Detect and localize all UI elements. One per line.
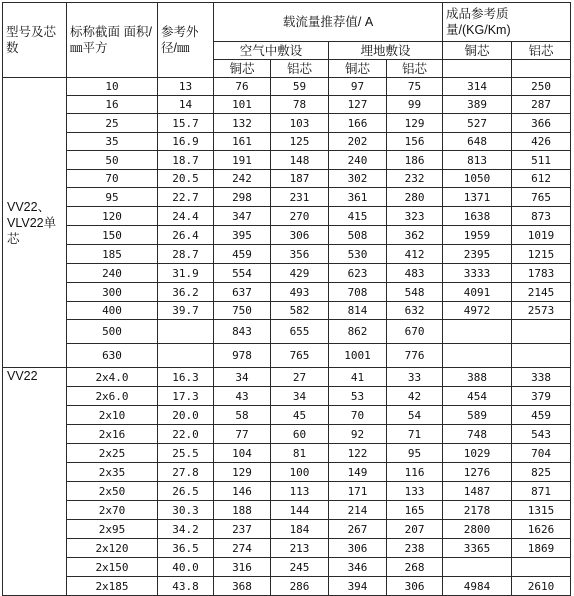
cell-weight-aluminum: 1315	[512, 501, 571, 520]
cell-air-copper: 274	[214, 539, 271, 558]
cell-air-copper: 58	[214, 406, 271, 425]
header-ground-aluminum: 铝芯	[387, 60, 443, 78]
table-row	[3, 344, 571, 368]
cell-ground-aluminum: 207	[387, 520, 443, 539]
header-weight-aluminum: 铝芯	[512, 42, 571, 60]
cell-section: 240	[67, 264, 158, 283]
cell-weight-aluminum: 704	[512, 444, 571, 463]
cell-ground-copper: 508	[329, 226, 387, 245]
cell-weight-aluminum: 2610	[512, 577, 571, 596]
cell-air-copper: 242	[214, 170, 271, 188]
cell-diameter: 14	[158, 96, 214, 114]
header-model: 型号及芯数	[3, 3, 67, 78]
table-row	[3, 482, 571, 501]
cell-air-aluminum: 184	[271, 520, 329, 539]
cell-weight-copper: 1638	[443, 207, 512, 226]
cell-diameter: 25.5	[158, 444, 214, 463]
cell-ground-aluminum: 776	[387, 344, 443, 368]
table-row	[3, 444, 571, 463]
cell-ground-copper: 122	[329, 444, 387, 463]
cell-weight-copper	[443, 320, 512, 344]
cell-ground-aluminum: 306	[387, 577, 443, 596]
cell-diameter: 31.9	[158, 264, 214, 283]
cell-diameter: 13	[158, 78, 214, 96]
cell-air-copper: 637	[214, 283, 271, 302]
table-row	[3, 425, 571, 444]
table-row	[3, 283, 571, 302]
cell-ground-aluminum: 362	[387, 226, 443, 245]
cell-air-aluminum: 231	[271, 188, 329, 207]
table-row	[3, 501, 571, 520]
header-ampacity: 载流量推荐值/ A	[214, 3, 443, 42]
cell-diameter: 16.3	[158, 368, 214, 387]
cell-air-copper: 188	[214, 501, 271, 520]
cell-weight-copper	[443, 344, 512, 368]
cell-weight-copper: 813	[443, 151, 512, 170]
cell-air-aluminum: 270	[271, 207, 329, 226]
cell-weight-copper: 748	[443, 425, 512, 444]
cell-air-aluminum: 356	[271, 245, 329, 264]
cell-weight-copper: 454	[443, 387, 512, 406]
cell-ground-copper: 214	[329, 501, 387, 520]
cell-diameter: 28.7	[158, 245, 214, 264]
cell-ground-copper: 708	[329, 283, 387, 302]
cell-weight-aluminum: 2145	[512, 283, 571, 302]
header-spacer-1	[443, 60, 512, 78]
cell-air-aluminum: 125	[271, 133, 329, 151]
cell-diameter: 39.7	[158, 302, 214, 320]
cell-section: 2x25	[67, 444, 158, 463]
cell-ground-aluminum: 42	[387, 387, 443, 406]
cell-air-aluminum: 286	[271, 577, 329, 596]
header-ground-copper: 铜芯	[329, 60, 387, 78]
cell-weight-copper: 1276	[443, 463, 512, 482]
cell-ground-aluminum: 632	[387, 302, 443, 320]
table-row	[3, 207, 571, 226]
cell-air-copper: 34	[214, 368, 271, 387]
cell-ground-copper: 171	[329, 482, 387, 501]
cell-ground-copper: 41	[329, 368, 387, 387]
cell-air-aluminum: 493	[271, 283, 329, 302]
cell-diameter: 26.4	[158, 226, 214, 245]
cell-ground-copper: 267	[329, 520, 387, 539]
cell-air-aluminum: 429	[271, 264, 329, 283]
cell-weight-aluminum: 511	[512, 151, 571, 170]
cell-ground-copper: 127	[329, 96, 387, 114]
table-row	[3, 406, 571, 425]
cell-diameter: 40.0	[158, 558, 214, 577]
table-row	[3, 114, 571, 133]
header-ground: 埋地敷设	[329, 42, 443, 60]
cell-ground-aluminum: 268	[387, 558, 443, 577]
cell-weight-aluminum	[512, 320, 571, 344]
cell-ground-copper: 53	[329, 387, 387, 406]
table-row	[3, 78, 571, 96]
cell-diameter: 17.3	[158, 387, 214, 406]
cell-diameter: 16.9	[158, 133, 214, 151]
table-row	[3, 151, 571, 170]
cell-air-aluminum: 113	[271, 482, 329, 501]
table-row	[3, 520, 571, 539]
cell-ground-aluminum: 129	[387, 114, 443, 133]
cell-ground-copper: 149	[329, 463, 387, 482]
table-row	[3, 539, 571, 558]
cell-section: 2x16	[67, 425, 158, 444]
cell-air-aluminum: 45	[271, 406, 329, 425]
cell-ground-copper: 346	[329, 558, 387, 577]
cell-ground-aluminum: 186	[387, 151, 443, 170]
cell-ground-copper: 814	[329, 302, 387, 320]
cell-section: 10	[67, 78, 158, 96]
cell-ground-aluminum: 54	[387, 406, 443, 425]
cell-ground-copper: 70	[329, 406, 387, 425]
header-air-copper: 铜芯	[214, 60, 271, 78]
cell-ground-aluminum: 99	[387, 96, 443, 114]
cell-section: 500	[67, 320, 158, 344]
table-row	[3, 387, 571, 406]
cell-weight-aluminum: 1626	[512, 520, 571, 539]
cell-air-copper: 298	[214, 188, 271, 207]
cell-diameter: 30.3	[158, 501, 214, 520]
header-diameter: 参考外径/㎜	[158, 3, 214, 78]
cell-section: 185	[67, 245, 158, 264]
cell-model: VV22	[3, 368, 67, 596]
cell-diameter: 15.7	[158, 114, 214, 133]
cell-weight-aluminum	[512, 344, 571, 368]
cell-ground-aluminum: 116	[387, 463, 443, 482]
cell-air-copper: 129	[214, 463, 271, 482]
cell-ground-aluminum: 412	[387, 245, 443, 264]
table-row	[3, 577, 571, 596]
cell-air-copper: 750	[214, 302, 271, 320]
cell-weight-copper: 389	[443, 96, 512, 114]
cell-air-aluminum: 78	[271, 96, 329, 114]
cell-ground-aluminum: 548	[387, 283, 443, 302]
cell-ground-copper: 97	[329, 78, 387, 96]
cell-air-copper: 347	[214, 207, 271, 226]
cell-air-copper: 459	[214, 245, 271, 264]
cell-air-aluminum: 100	[271, 463, 329, 482]
cell-air-aluminum: 60	[271, 425, 329, 444]
table-row	[3, 96, 571, 114]
cell-air-aluminum: 148	[271, 151, 329, 170]
cell-weight-aluminum: 366	[512, 114, 571, 133]
cell-air-copper: 316	[214, 558, 271, 577]
cell-air-copper: 191	[214, 151, 271, 170]
cell-section: 2x35	[67, 463, 158, 482]
cell-ground-copper: 394	[329, 577, 387, 596]
cell-air-aluminum: 213	[271, 539, 329, 558]
cell-air-aluminum: 59	[271, 78, 329, 96]
cell-weight-copper: 388	[443, 368, 512, 387]
cell-weight-aluminum: 1783	[512, 264, 571, 283]
cell-ground-aluminum: 483	[387, 264, 443, 283]
cell-diameter: 22.0	[158, 425, 214, 444]
cell-air-aluminum: 582	[271, 302, 329, 320]
cell-diameter: 43.8	[158, 577, 214, 596]
cell-section: 16	[67, 96, 158, 114]
cell-weight-copper: 1487	[443, 482, 512, 501]
cell-weight-aluminum: 1869	[512, 539, 571, 558]
cell-diameter: 27.8	[158, 463, 214, 482]
table-row	[3, 226, 571, 245]
cell-air-aluminum: 655	[271, 320, 329, 344]
cell-weight-copper: 2800	[443, 520, 512, 539]
cell-weight-aluminum: 765	[512, 188, 571, 207]
table-body	[3, 78, 571, 596]
cell-weight-copper	[443, 558, 512, 577]
cell-air-copper: 368	[214, 577, 271, 596]
cell-section: 35	[67, 133, 158, 151]
table-header	[3, 3, 571, 78]
cell-air-copper: 76	[214, 78, 271, 96]
cell-diameter	[158, 320, 214, 344]
cell-air-aluminum: 306	[271, 226, 329, 245]
cell-air-copper: 43	[214, 387, 271, 406]
cell-section: 95	[67, 188, 158, 207]
cell-weight-copper: 1371	[443, 188, 512, 207]
cell-section: 630	[67, 344, 158, 368]
cell-weight-aluminum: 426	[512, 133, 571, 151]
cell-weight-aluminum: 379	[512, 387, 571, 406]
cell-air-aluminum: 144	[271, 501, 329, 520]
cell-diameter: 18.7	[158, 151, 214, 170]
table-row	[3, 170, 571, 188]
cell-weight-copper: 589	[443, 406, 512, 425]
cell-weight-aluminum: 1019	[512, 226, 571, 245]
cell-weight-aluminum: 543	[512, 425, 571, 444]
cell-weight-copper: 2178	[443, 501, 512, 520]
cell-ground-aluminum: 232	[387, 170, 443, 188]
cell-ground-aluminum: 71	[387, 425, 443, 444]
cell-weight-copper: 3365	[443, 539, 512, 558]
cell-weight-copper: 4091	[443, 283, 512, 302]
cell-weight-aluminum: 459	[512, 406, 571, 425]
cell-ground-aluminum: 75	[387, 78, 443, 96]
cell-ground-aluminum: 238	[387, 539, 443, 558]
cell-air-copper: 101	[214, 96, 271, 114]
cell-diameter: 24.4	[158, 207, 214, 226]
cell-air-copper: 843	[214, 320, 271, 344]
cell-air-copper: 554	[214, 264, 271, 283]
cell-air-copper: 161	[214, 133, 271, 151]
cell-ground-aluminum: 670	[387, 320, 443, 344]
table-row	[3, 188, 571, 207]
cell-ground-copper: 166	[329, 114, 387, 133]
cell-section: 2x185	[67, 577, 158, 596]
cell-diameter: 34.2	[158, 520, 214, 539]
cell-ground-aluminum: 95	[387, 444, 443, 463]
cell-section: 2x4.0	[67, 368, 158, 387]
cell-ground-copper: 92	[329, 425, 387, 444]
header-air: 空气中敷设	[214, 42, 329, 60]
cell-air-copper: 132	[214, 114, 271, 133]
cell-section: 300	[67, 283, 158, 302]
cell-section: 150	[67, 226, 158, 245]
cell-air-copper: 104	[214, 444, 271, 463]
cell-ground-copper: 240	[329, 151, 387, 170]
cell-section: 2x6.0	[67, 387, 158, 406]
cell-diameter: 26.5	[158, 482, 214, 501]
cell-model: VV22、VLV22单芯	[3, 78, 67, 368]
cell-ground-aluminum: 323	[387, 207, 443, 226]
header-spacer-2	[512, 60, 571, 78]
cell-section: 25	[67, 114, 158, 133]
cell-section: 2x95	[67, 520, 158, 539]
cell-ground-copper: 530	[329, 245, 387, 264]
cell-ground-copper: 361	[329, 188, 387, 207]
cell-ground-aluminum: 156	[387, 133, 443, 151]
cell-air-aluminum: 34	[271, 387, 329, 406]
cell-section: 120	[67, 207, 158, 226]
cell-ground-copper: 1001	[329, 344, 387, 368]
header-weight-copper: 铜芯	[443, 42, 512, 60]
cell-section: 2x50	[67, 482, 158, 501]
cell-ground-copper: 302	[329, 170, 387, 188]
cell-ground-copper: 202	[329, 133, 387, 151]
cell-air-copper: 77	[214, 425, 271, 444]
cell-ground-aluminum: 133	[387, 482, 443, 501]
cell-weight-copper: 1050	[443, 170, 512, 188]
cell-air-copper: 237	[214, 520, 271, 539]
cell-air-copper: 978	[214, 344, 271, 368]
cell-weight-aluminum: 2573	[512, 302, 571, 320]
table-row	[3, 264, 571, 283]
cell-weight-aluminum: 871	[512, 482, 571, 501]
cell-diameter: 36.2	[158, 283, 214, 302]
cell-ground-copper: 415	[329, 207, 387, 226]
cell-weight-copper: 1029	[443, 444, 512, 463]
cell-air-aluminum: 187	[271, 170, 329, 188]
cell-diameter: 22.7	[158, 188, 214, 207]
cell-section: 50	[67, 151, 158, 170]
cell-weight-aluminum: 612	[512, 170, 571, 188]
cell-air-copper: 395	[214, 226, 271, 245]
cell-air-aluminum: 765	[271, 344, 329, 368]
cell-weight-aluminum: 287	[512, 96, 571, 114]
table-row	[3, 133, 571, 151]
cell-section: 2x10	[67, 406, 158, 425]
table-row	[3, 245, 571, 264]
table-row	[3, 463, 571, 482]
cell-section: 2x70	[67, 501, 158, 520]
cell-diameter: 36.5	[158, 539, 214, 558]
cell-weight-copper: 2395	[443, 245, 512, 264]
cell-section: 2x150	[67, 558, 158, 577]
cell-diameter: 20.5	[158, 170, 214, 188]
cell-ground-aluminum: 165	[387, 501, 443, 520]
table-row	[3, 320, 571, 344]
cell-weight-aluminum: 250	[512, 78, 571, 96]
cell-weight-copper: 4972	[443, 302, 512, 320]
cell-weight-aluminum: 873	[512, 207, 571, 226]
cable-spec-table-wrapper	[2, 2, 571, 596]
cell-weight-aluminum: 825	[512, 463, 571, 482]
cell-weight-copper: 648	[443, 133, 512, 151]
header-weight: 成品参考质量/(KG/Km)	[443, 3, 571, 42]
cell-weight-copper: 314	[443, 78, 512, 96]
cell-weight-aluminum: 1215	[512, 245, 571, 264]
table-row	[3, 368, 571, 387]
header-air-aluminum: 铝芯	[271, 60, 329, 78]
cell-ground-copper: 862	[329, 320, 387, 344]
cell-air-aluminum: 27	[271, 368, 329, 387]
cell-weight-copper: 527	[443, 114, 512, 133]
cell-ground-copper: 623	[329, 264, 387, 283]
cell-weight-aluminum: 338	[512, 368, 571, 387]
cell-air-aluminum: 245	[271, 558, 329, 577]
cell-air-aluminum: 81	[271, 444, 329, 463]
header-section: 标称截面 面积/㎜平方	[67, 3, 158, 78]
cell-ground-aluminum: 33	[387, 368, 443, 387]
table-row	[3, 558, 571, 577]
cell-weight-copper: 4984	[443, 577, 512, 596]
cell-air-copper: 146	[214, 482, 271, 501]
cell-ground-aluminum: 280	[387, 188, 443, 207]
cell-section: 2x120	[67, 539, 158, 558]
cell-air-aluminum: 103	[271, 114, 329, 133]
cell-diameter	[158, 344, 214, 368]
cable-spec-table	[2, 2, 571, 596]
cell-section: 400	[67, 302, 158, 320]
cell-diameter: 20.0	[158, 406, 214, 425]
cell-weight-copper: 1959	[443, 226, 512, 245]
cell-ground-copper: 306	[329, 539, 387, 558]
cell-weight-copper: 3333	[443, 264, 512, 283]
cell-weight-aluminum	[512, 558, 571, 577]
cell-section: 70	[67, 170, 158, 188]
table-row	[3, 302, 571, 320]
